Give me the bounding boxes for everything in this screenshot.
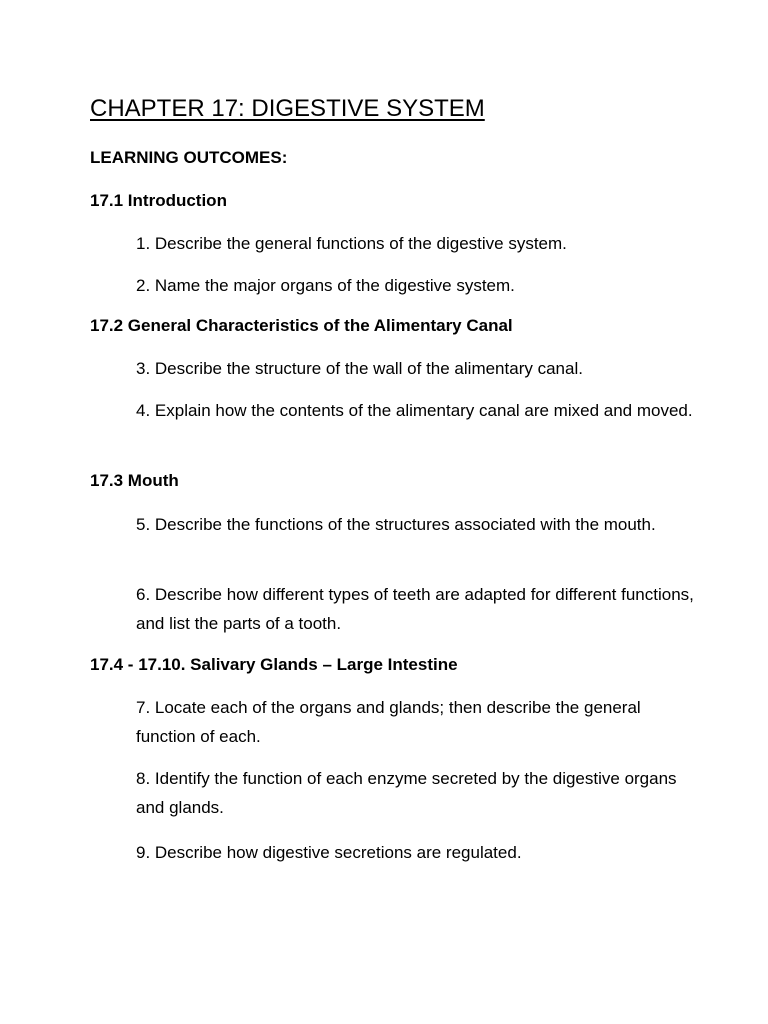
section-heading-17-1: 17.1 Introduction (90, 191, 227, 210)
section-heading-17-3: 17.3 Mouth (90, 471, 179, 490)
section-heading-17-2: 17.2 General Characteristics of the Alimentary Canal (90, 316, 513, 335)
chapter-title: CHAPTER 17: DIGESTIVE SYSTEM (90, 95, 485, 122)
outcome-item-9: 9. Describe how digestive secretions are regulated. (136, 843, 522, 862)
outcome-item-1: 1. Describe the general functions of the digestive system. (136, 234, 567, 253)
outcome-item-2: 2. Name the major organs of the digestive system. (136, 276, 515, 295)
outcome-item-4: 4. Explain how the contents of the alimentary canal are mixed and moved. (136, 401, 693, 420)
outcome-item-3: 3. Describe the structure of the wall of the alimentary canal. (136, 359, 583, 378)
learning-outcomes-label: LEARNING OUTCOMES: (90, 148, 288, 167)
outcome-item-6: 6. Describe how different types of teeth are adapted for different functions, and list the parts of a tooth. (136, 585, 694, 633)
outcome-item-7: 7. Locate each of the organs and glands; then describe the general function of each. (136, 698, 641, 746)
outcome-item-8: 8. Identify the function of each enzyme secreted by the digestive organs and glands. (136, 769, 677, 817)
outcome-item-5: 5. Describe the functions of the structures associated with the mouth. (136, 515, 656, 534)
section-heading-17-4-17-10: 17.4 - 17.10. Salivary Glands – Large Intestine (90, 655, 458, 674)
